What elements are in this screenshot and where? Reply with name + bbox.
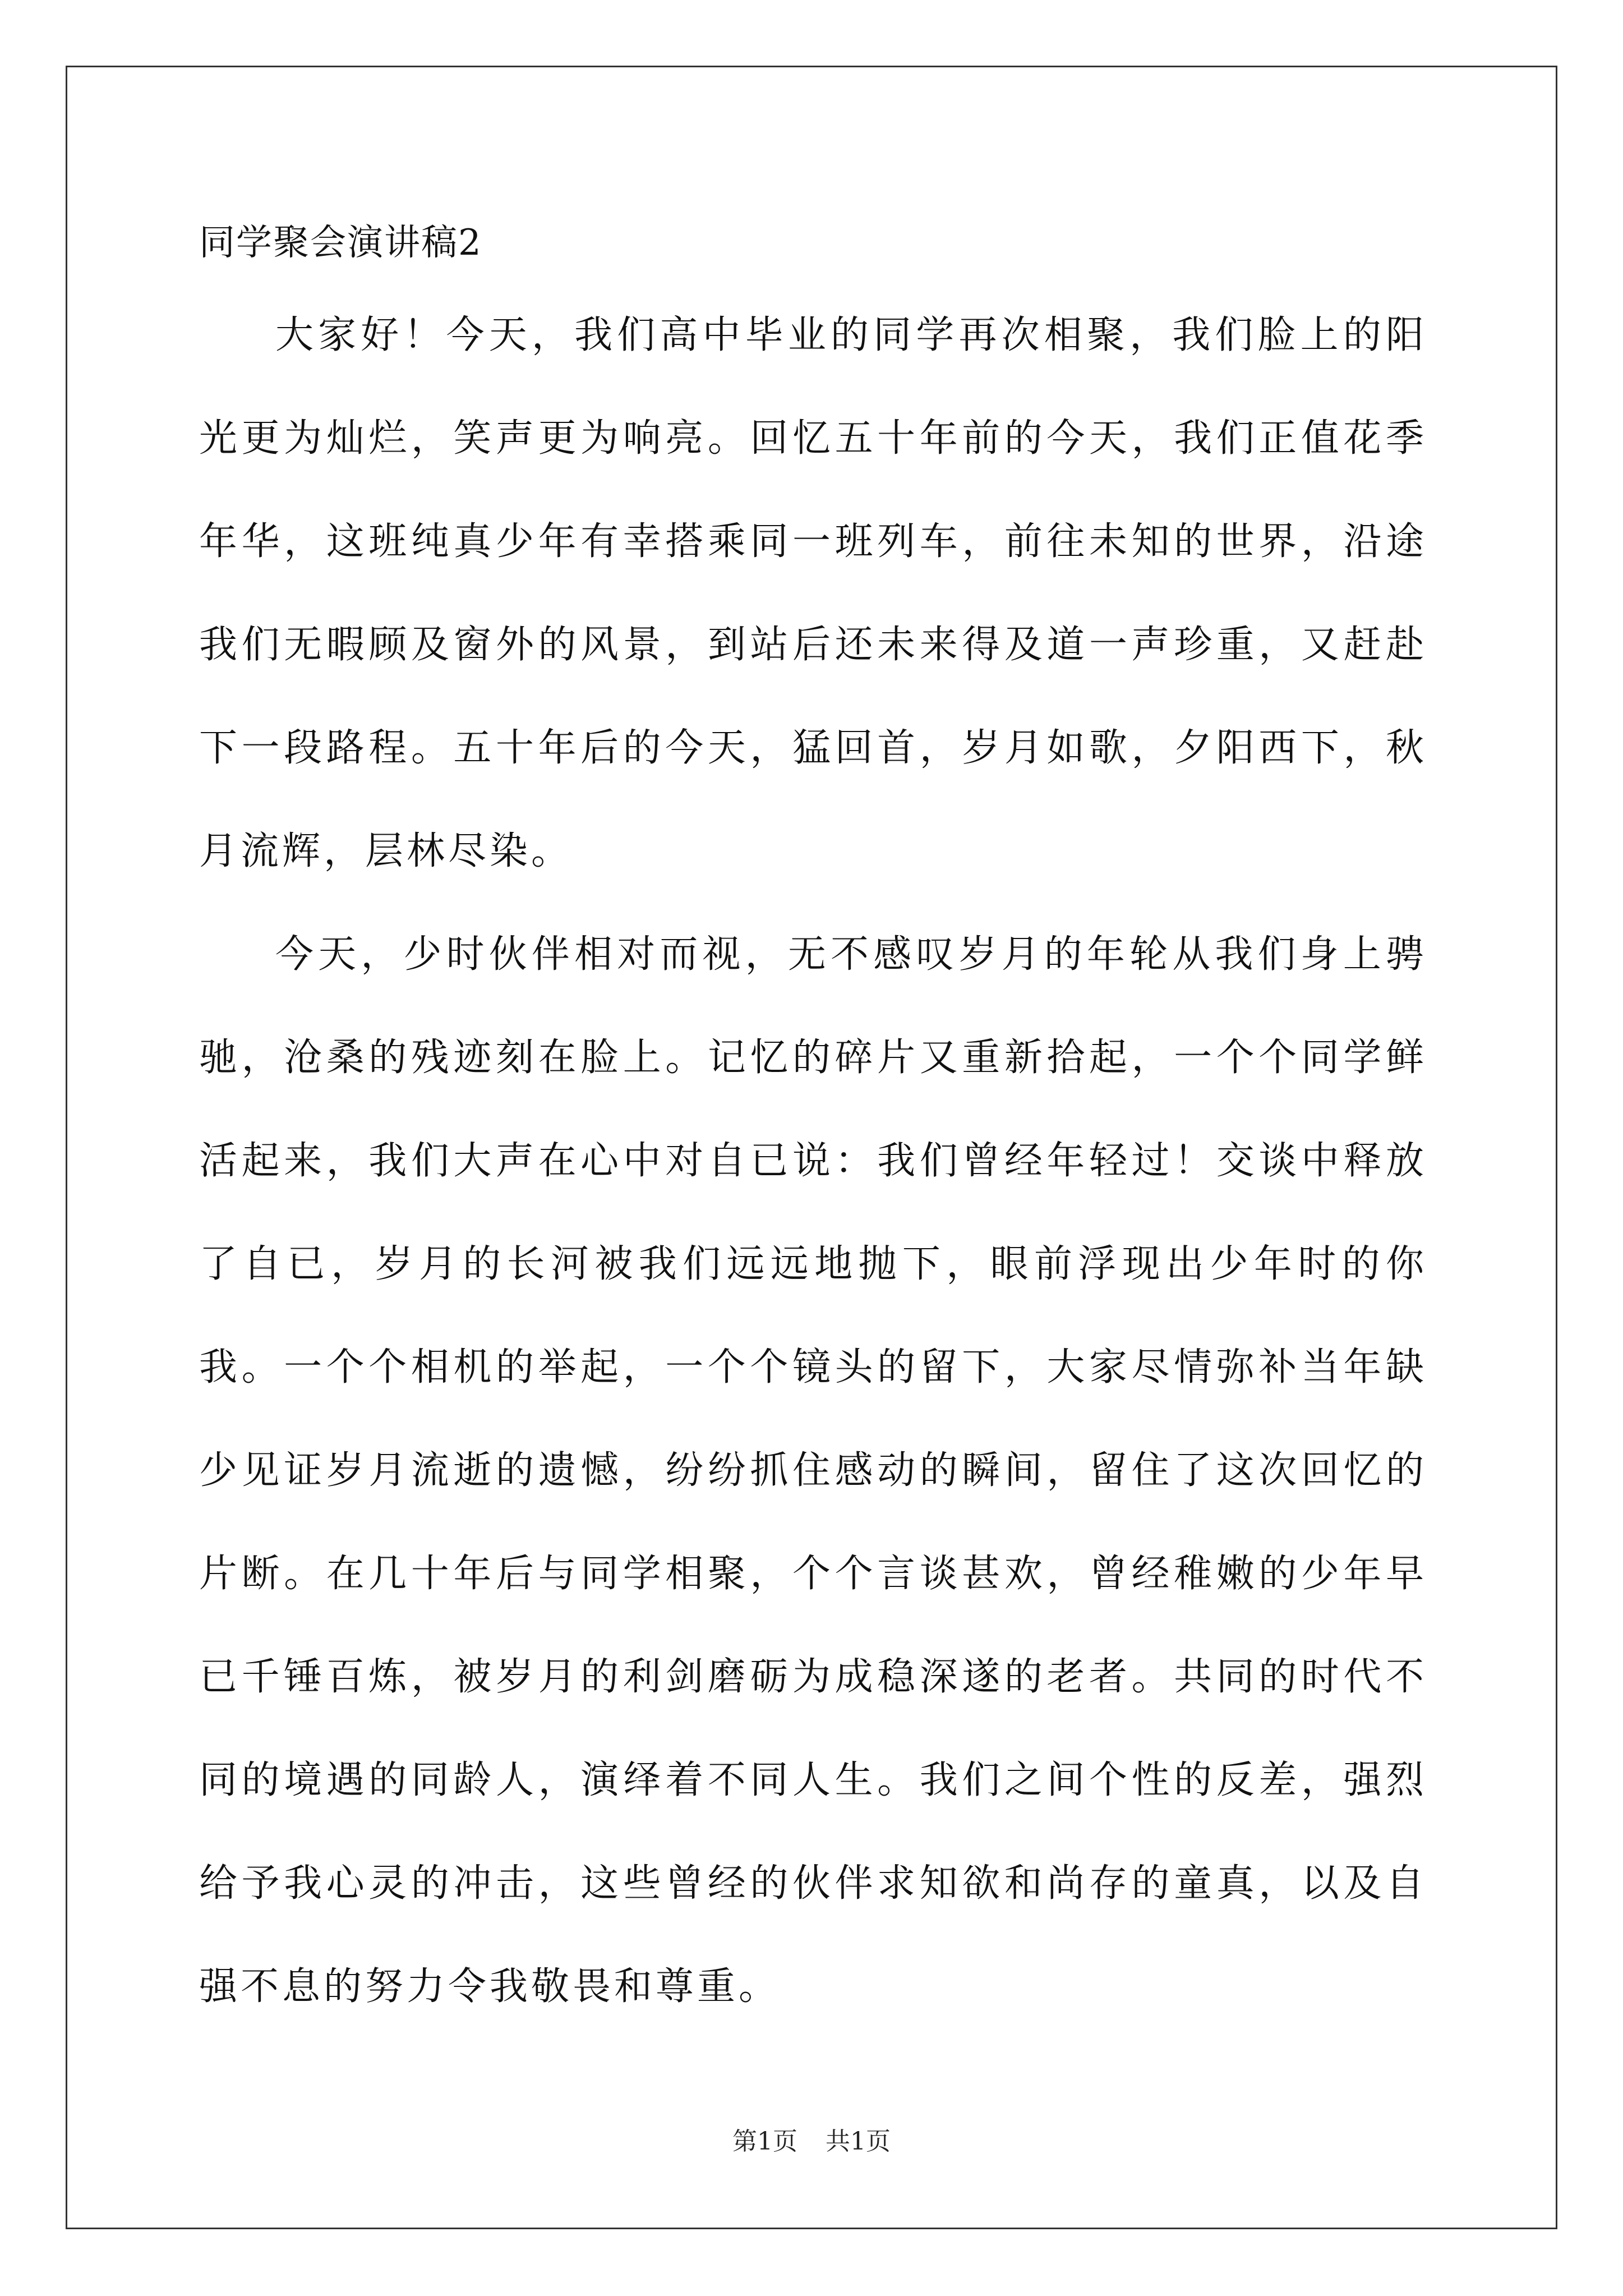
page-total: 共1页 xyxy=(826,2127,891,2156)
paragraph-1: 大家好！今天，我们高中毕业的同学再次相聚，我们脸上的阳光更为灿烂，笑声更为响亮。回忆五十年前的今天，我们正值花季年华，这班纯真少年有幸搭乘同一班列车，前往未知的世界，沿途我们无暇顾及窗外的风景，到站后还未来得及道一声珍重，又赶赴下一段路程。五十年后的今天，猛回首，岁月如歌，夕阳西下，秋月流辉，层林尽染。 xyxy=(199,313,1427,873)
document-title: 同学聚会演讲稿2 xyxy=(199,222,482,264)
page-footer xyxy=(0,2125,1623,2159)
page-number: 第1页 xyxy=(732,2127,797,2156)
document-body xyxy=(199,212,1427,2039)
paragraph-2: 今天，少时伙伴相对而视，无不感叹岁月的年轮从我们身上骋驰，沧桑的残迹刻在脸上。记忆的碎片又重新拾起，一个个同学鲜活起来，我们大声在心中对自已说：我们曾经年轻过！交谈中释放了自已，岁月的长河被我们远远地抛下，眼前浮现出少年时的你我。一个个相机的举起，一个个镜头的留下，大家尽情弥补当年缺少见证岁月流逝的遗憾，纷纷抓住感动的瞬间，留住了这次回忆的片断。在几十年后与同学相聚，个个言谈甚欢，曾经稚嫩的少年早已千锤百炼，被岁月的利剑磨砺为成稳深遂的老者。共同的时代不同的境遇的同龄人，演绎着不同人生。我们之间个性的反差，强烈给予我心灵的冲击，这些曾经的伙伴求知欲和尚存的童真，以及自强不息的努力令我敬畏和尊重。 xyxy=(199,932,1427,2009)
